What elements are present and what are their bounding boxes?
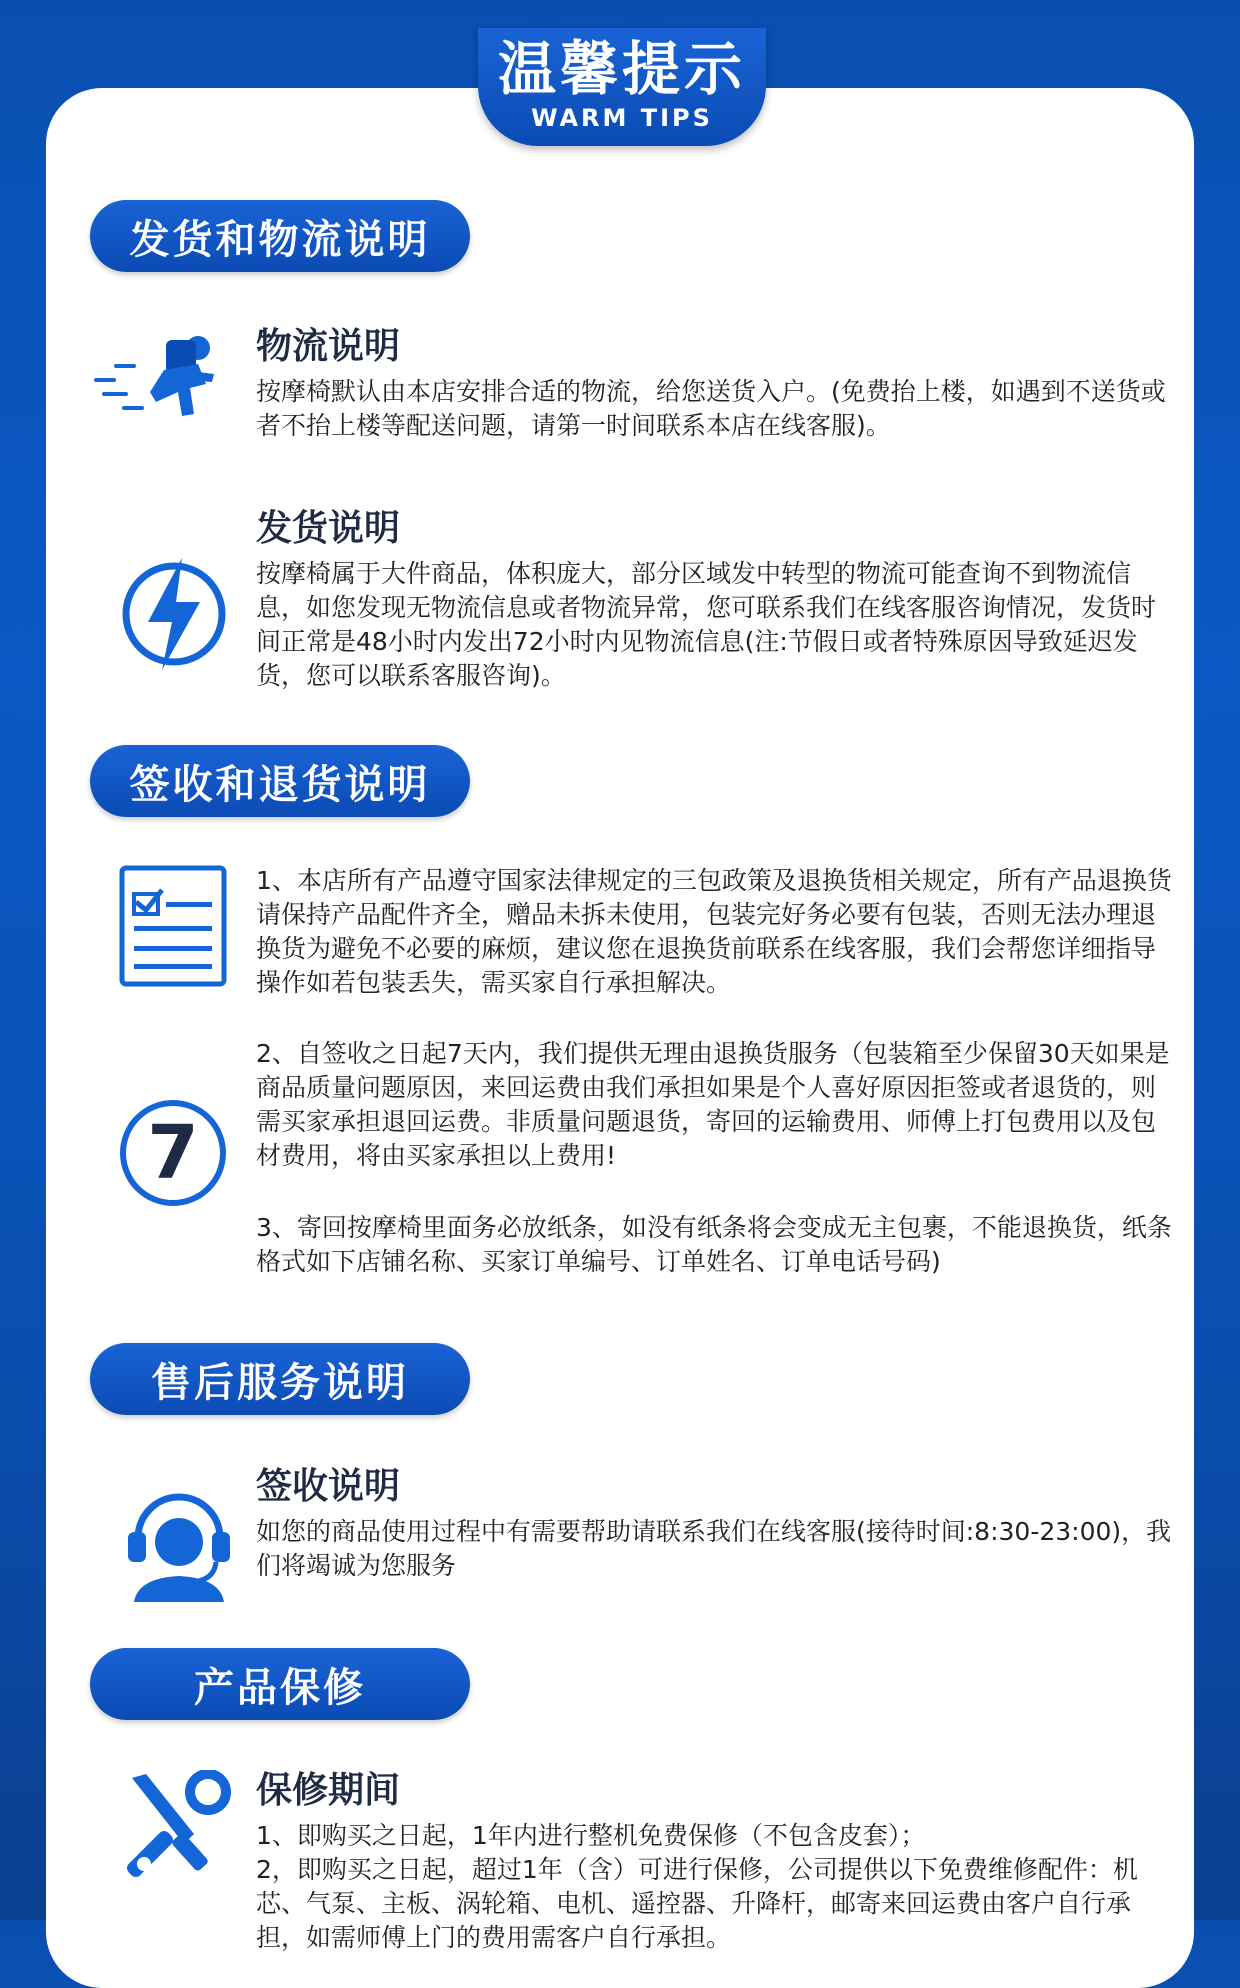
warranty-item-1: 1、即购买之日起，1年内进行整机免费保修（不包含皮套）； — [256, 1821, 926, 1850]
logistics-title: 物流说明 — [256, 326, 401, 367]
returns-item-1: 1、本店所有产品遵守国家法律规定的三包政策及退换货相关规定，所有产品退换货请保持产品配件齐全，赠品未拆未使用，包装完好务必要有包装，否则无法办理退换货为避免不必要的麻烦，建议您在退换货前联系在线客服，我们会帮您详细指导操作如若包装丢失，需买家自行承担解决。 — [256, 866, 1172, 997]
delivery-title: 发货说明 — [256, 508, 401, 549]
warranty-item-2: 2，即购买之日起，超过1年（含）可进行保修，公司提供以下免费维修配件：机芯、气泵、主板、涡轮箱、电机、遥控器、升降杆，邮寄来回运费由客户自行承担，如需师傅上门的费用需客户自行承担。 — [256, 1855, 1138, 1952]
section-shipping-pill: 发货和物流说明 — [90, 200, 470, 272]
lightning-icon — [118, 552, 230, 680]
section-aftersale-pill: 售后服务说明 — [90, 1343, 470, 1415]
delivery-block — [256, 500, 1176, 693]
sign-block — [256, 1458, 1176, 1583]
header-subtitle: WARM TIPS — [531, 104, 713, 132]
logistics-text: 按摩椅默认由本店安排合适的物流，给您送货入户。(免费抬上楼，如遇到不送货或者不抬上楼等配送问题，请第一时间联系本店在线客服)。 — [256, 377, 1166, 440]
customer-service-icon — [124, 1486, 234, 1606]
warm-tips-header — [478, 28, 766, 146]
sign-text: 如您的商品使用过程中有需要帮助请联系我们在线客服(接待时间:8:30-23:00)，我们将竭诚为您服务 — [256, 1517, 1172, 1580]
warranty-block — [256, 1762, 1176, 1955]
seven-days-icon — [118, 1098, 228, 1212]
section-warranty-pill: 产品保修 — [90, 1648, 470, 1720]
logistics-block — [256, 318, 1176, 443]
delivery-text: 按摩椅属于大件商品，体积庞大，部分区域发中转型的物流可能查询不到物流信息，如您发现无物流信息或者物流异常，您可联系我们在线客服咨询情况，发货时间正常是48小时内发出72小时内见物流信息(注:节假日或者特殊原因导致延迟发货，您可以联系客服咨询)。 — [256, 559, 1157, 690]
seven-text: 7 — [147, 1110, 199, 1196]
section-returns-pill: 签收和退货说明 — [90, 745, 470, 817]
returns-item-3: 3、寄回按摩椅里面务必放纸条，如没有纸条将会变成无主包裹，不能退换货，纸条格式如下店铺名称、买家订单编号、订单姓名、订单电话号码) — [256, 1213, 1172, 1276]
repair-tools-icon — [124, 1770, 236, 1886]
header-title: 温馨提示 — [497, 35, 746, 103]
returns-item-2: 2、自签收之日起7天内，我们提供无理由退换货服务（包装箱至少保留30天如果是商品质量问题原因，来回运费由我们承担如果是个人喜好原因拒签或者退货的，则需买家承担退回运费。非质量问题退货，寄回的运输费用、师傅上打包费用以及包材费用，将由买家承担以上费用! — [256, 1039, 1170, 1170]
warranty-title: 保修期间 — [256, 1770, 401, 1811]
checklist-icon — [118, 864, 228, 992]
sign-title: 签收说明 — [256, 1466, 401, 1507]
courier-runner-icon — [94, 330, 234, 434]
